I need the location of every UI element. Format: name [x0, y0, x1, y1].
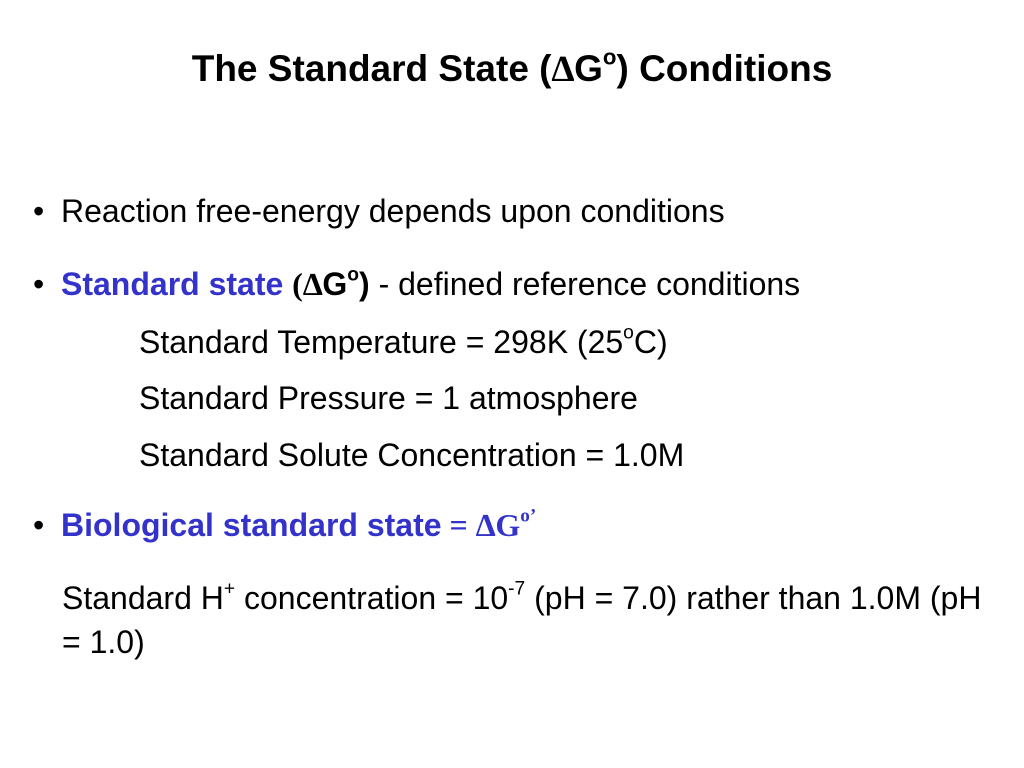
- bullet-standard-state: [33, 264, 800, 304]
- temperature-text: Standard Temperature = 298K (25: [139, 324, 624, 360]
- title-prefix: The Standard State (: [191, 48, 552, 89]
- para-text: Standard H: [62, 580, 224, 616]
- superscript-o-prime: o’: [520, 505, 537, 527]
- title-g: G: [574, 48, 603, 89]
- delta-symbol: ∆: [302, 266, 323, 302]
- slide-title: [0, 46, 1024, 93]
- bullet-marker: •: [33, 193, 45, 229]
- para-text: (pH = 7.0) rather than 1.0M (pH = 1.0): [62, 580, 982, 660]
- pressure-text: Standard Pressure = 1 atmosphere: [139, 380, 638, 416]
- para-text: concentration = 10: [235, 580, 509, 616]
- g-symbol: G: [322, 266, 348, 302]
- paren-close: ): [359, 266, 370, 302]
- paragraph-h-concentration: [62, 576, 992, 664]
- sub-standard-solute: [139, 435, 684, 475]
- standard-state-label: Standard state: [61, 266, 284, 302]
- plus-superscript: +: [223, 578, 236, 600]
- equals-sign: =: [441, 507, 476, 543]
- superscript-o: o: [347, 264, 360, 286]
- title-superscript: o: [602, 44, 617, 70]
- g-symbol: G: [495, 507, 521, 543]
- sub-standard-pressure: [139, 378, 638, 418]
- temperature-unit: C): [633, 324, 668, 360]
- bullet-marker: •: [33, 507, 45, 543]
- sub-standard-temperature: [139, 322, 668, 362]
- title-delta-symbol: ∆: [551, 49, 575, 90]
- exponent-superscript: -7: [508, 578, 526, 600]
- biological-state-label: Biological standard state: [61, 507, 442, 543]
- delta-symbol: ∆: [475, 507, 496, 543]
- bullet-text: - defined reference conditions: [369, 266, 801, 302]
- paren-open: (: [292, 266, 303, 302]
- title-suffix: ) Conditions: [616, 48, 833, 89]
- bullet-reaction-free-energy: [33, 191, 725, 231]
- bullet-marker: •: [33, 266, 45, 302]
- bullet-biological-standard-state: [33, 505, 536, 545]
- solute-text: Standard Solute Concentration = 1.0M: [139, 437, 685, 473]
- degree-superscript: o: [623, 322, 634, 344]
- bullet-text: Reaction free-energy depends upon conditions: [61, 193, 725, 229]
